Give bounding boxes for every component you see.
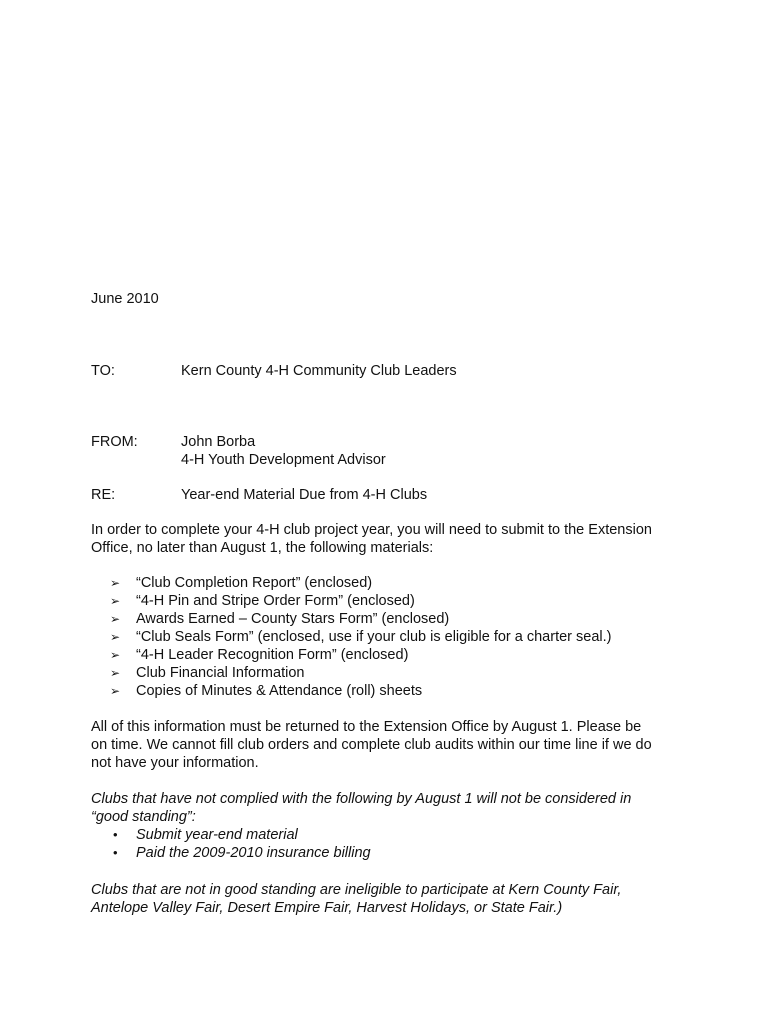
material-label: “4-H Leader Recognition Form” (enclosed) [136,647,409,663]
requirement-label: Submit year-end material [136,827,298,843]
intro-line: Office, no later than August 1, the following materials: [91,540,434,556]
letter-date: June 2010 [91,291,159,307]
ineligible-paragraph [91,881,691,917]
re-label: RE: [91,487,116,503]
return-line: All of this information must be returned to the Extension Office by August 1. Please be [91,719,642,735]
list-item [111,826,371,844]
arrow-bullet-icon: ➢ [110,648,121,662]
material-label: Awards Earned – County Stars Form” (enclosed) [136,611,450,627]
list-item [110,682,611,700]
from-title: 4-H Youth Development Advisor [181,452,386,468]
from-name: John Borba [181,434,256,450]
from-value [181,433,386,469]
arrow-bullet-icon: ➢ [110,576,121,590]
standing-line: “good standing”: [91,809,196,825]
bullet-icon: • [113,827,118,842]
good-standing-paragraph [91,790,691,826]
material-label: “4-H Pin and Stripe Order Form” (enclosed) [136,593,415,609]
list-item [110,610,611,628]
intro-line: In order to complete your 4-H club project year, you will need to submit to the Extension [91,522,652,538]
return-line: on time. We cannot fill club orders and complete club audits within our time line if we do [91,737,652,753]
bullet-icon: • [113,845,118,860]
to-label: TO: [91,363,115,379]
arrow-bullet-icon: ➢ [110,630,121,644]
return-paragraph [91,718,691,772]
list-item [110,646,611,664]
list-item [110,574,611,592]
material-label: Club Financial Information [136,665,305,681]
return-line: not have your information. [91,755,259,771]
ineligible-line: Clubs that are not in good standing are ineligible to participate at Kern County Fair, [91,882,622,898]
intro-paragraph [91,521,691,557]
requirement-label: Paid the 2009-2010 insurance billing [136,845,371,861]
arrow-bullet-icon: ➢ [110,666,121,680]
list-item [110,592,611,610]
material-label: Copies of Minutes & Attendance (roll) sheets [136,683,423,699]
re-value: Year-end Material Due from 4-H Clubs [181,487,428,503]
standing-requirements-list [111,826,371,862]
material-label: “Club Completion Report” (enclosed) [136,575,373,591]
from-label: FROM: [91,434,138,450]
list-item [111,844,371,862]
arrow-bullet-icon: ➢ [110,684,121,698]
materials-list [110,574,611,700]
to-value: Kern County 4-H Community Club Leaders [181,363,457,379]
ineligible-line: Antelope Valley Fair, Desert Empire Fair, Harvest Holidays, or State Fair.) [91,900,563,916]
material-label: “Club Seals Form” (enclosed, use if your club is eligible for a charter seal.) [136,629,612,645]
list-item [110,664,611,682]
list-item [110,628,611,646]
arrow-bullet-icon: ➢ [110,594,121,608]
standing-line: Clubs that have not complied with the following by August 1 will not be considered in [91,791,632,807]
arrow-bullet-icon: ➢ [110,612,121,626]
